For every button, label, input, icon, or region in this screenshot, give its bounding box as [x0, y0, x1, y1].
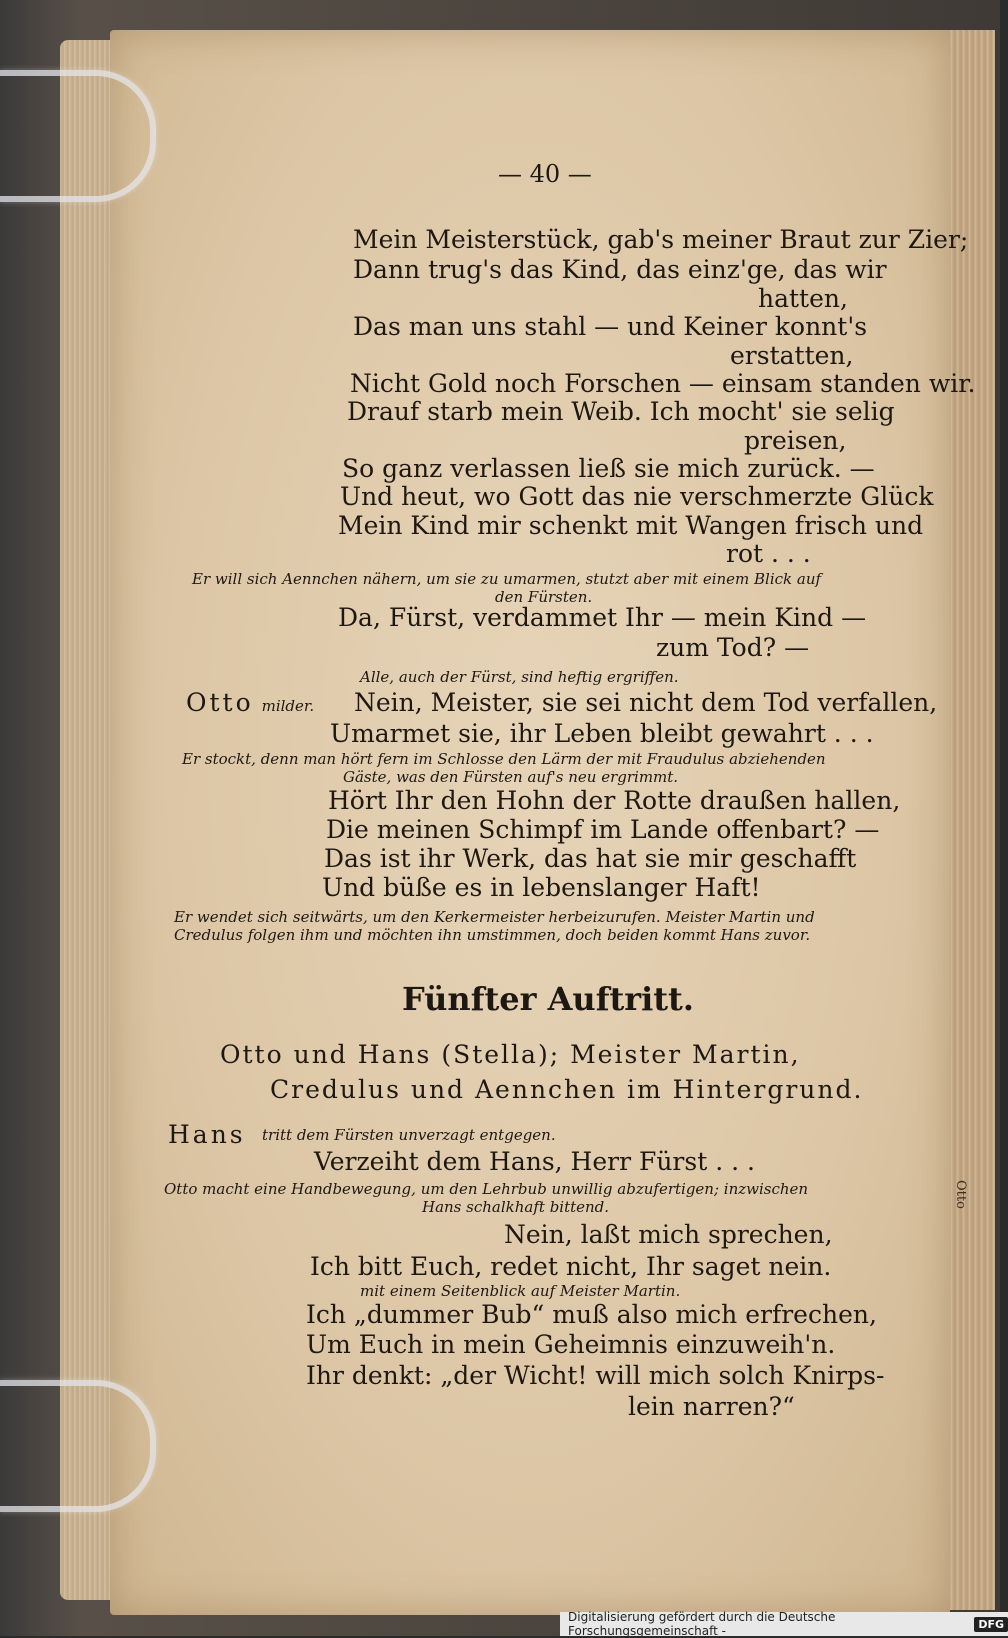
verse-line: preisen, [744, 426, 847, 455]
verse-line: Mein Kind mir schenkt mit Wangen frisch und [338, 511, 924, 540]
page-text [110, 30, 976, 1615]
cast-list: Credulus und Aennchen im Hintergrund. [270, 1075, 864, 1104]
margin-note: Otto [953, 1180, 968, 1209]
stage-direction: Gäste, was den Fürsten auf's neu ergrimmt. [343, 768, 679, 786]
speaker-otto [186, 688, 314, 717]
verse-line: Nein, laßt mich sprechen, [504, 1220, 833, 1249]
scene-heading: Fünfter Auftritt. [402, 980, 694, 1018]
verse-line: Ich „dummer Bub“ muß also mich erfrechen, [306, 1300, 877, 1329]
verse-line: Dann trug's das Kind, das einz'ge, das wir [353, 255, 887, 284]
stage-direction: Otto macht eine Handbewegung, um den Lehrbub unwillig abzufertigen; inzwischen [164, 1180, 809, 1198]
speaker-hans [168, 1120, 246, 1149]
verse-line: Drauf starb mein Weib. Ich mocht' sie selig [347, 397, 895, 426]
verse-line: Mein Meisterstück, gab's meiner Braut zur Zier; [353, 225, 969, 254]
cast-list: Otto und Hans (Stella); Meister Martin, [220, 1040, 801, 1069]
speaker-name: Otto [186, 688, 254, 717]
verse-line: erstatten, [730, 341, 854, 370]
verse-line: Und büße es in lebenslanger Haft! [322, 873, 761, 902]
stage-direction: den Fürsten. [495, 588, 593, 606]
verse-line: Hört Ihr den Hohn der Rotte draußen hallen, [328, 786, 901, 815]
verse-line: Das man uns stahl — und Keiner konnt's [353, 312, 868, 341]
verse-line: Nein, Meister, sie sei nicht dem Tod verfallen, [354, 688, 938, 717]
verse-line: Verzeiht dem Hans, Herr Fürst . . . [314, 1147, 755, 1176]
verse-line: Die meinen Schimpf im Lande offenbart? — [326, 815, 880, 844]
verse-line: Und heut, wo Gott das nie verschmerzte Glück [340, 482, 934, 511]
page-clip-top [0, 70, 156, 202]
stage-direction: Er stockt, denn man hört fern im Schlosse den Lärm der mit Fraudulus abziehenden [182, 750, 826, 768]
stage-direction: Alle, auch der Fürst, sind heftig ergriffen. [360, 668, 679, 686]
stage-direction: Credulus folgen ihm und möchten ihn umstimmen, doch beiden kommt Hans zuvor. [174, 926, 811, 944]
verse-line: Um Euch in mein Geheimnis einzuweih'n. [306, 1330, 836, 1359]
dfg-logo-icon: DFG [974, 1617, 1008, 1632]
book-page [110, 30, 976, 1615]
stage-direction: Er wendet sich seitwärts, um den Kerkermeister herbeizurufen. Meister Martin und [174, 908, 815, 926]
stage-direction: Er will sich Aennchen nähern, um sie zu umarmen, stutzt aber mit einem Blick auf [192, 570, 822, 588]
verse-line: Ich bitt Euch, redet nicht, Ihr saget nein. [310, 1252, 832, 1281]
verse-line: lein narren?“ [628, 1392, 795, 1421]
verse-line: zum Tod? — [656, 633, 810, 662]
verse-line: Nicht Gold noch Forschen — einsam standen wir. [350, 369, 976, 398]
stage-direction: tritt dem Fürsten unverzagt entgegen. [262, 1126, 556, 1144]
verse-line: Das ist ihr Werk, das hat sie mir geschafft [324, 844, 857, 873]
verse-line: So ganz verlassen ließ sie mich zurück. — [342, 454, 875, 483]
verse-line: Umarmet sie, ihr Leben bleibt gewahrt . . . [330, 719, 874, 748]
footer-text: Digitalisierung gefördert durch die Deutsche Forschungsgemeinschaft - [568, 1610, 836, 1638]
verse-line: Ihr denkt: „der Wicht! will mich solch Knirps- [306, 1361, 885, 1390]
verse-line: rot . . . [726, 539, 811, 568]
speaker-direction: milder. [261, 697, 315, 715]
page-clip-bottom [0, 1380, 156, 1512]
verse-line: hatten, [758, 284, 848, 313]
stage-direction: Hans schalkhaft bittend. [422, 1198, 610, 1216]
digitization-footer [560, 1612, 1008, 1636]
verse-line: Da, Fürst, verdammet Ihr — mein Kind — [338, 603, 867, 632]
page-number: — 40 — [498, 160, 592, 188]
stage-direction: mit einem Seitenblick auf Meister Martin. [360, 1282, 681, 1300]
speaker-name: Hans [168, 1120, 246, 1149]
